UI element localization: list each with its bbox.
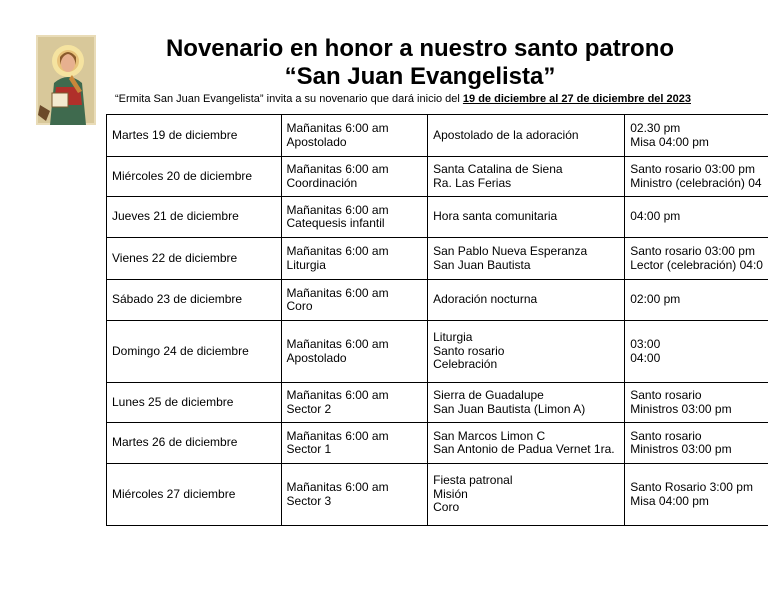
cell-line: Mañanitas 6:00 am — [286, 244, 389, 258]
day-cell — [107, 280, 282, 321]
cell-line: Fiesta patronal — [433, 473, 513, 488]
cell-line: Ra. Las Ferias — [433, 175, 512, 190]
cell-line: Lector (celebración) 04:0 — [630, 257, 763, 272]
day-cell — [107, 238, 282, 280]
novenario-schedule-table — [106, 114, 768, 526]
saint-john-evangelist-icon — [36, 35, 96, 125]
cell-line: Mañanitas 6:00 am — [286, 162, 389, 176]
cell-line: Misa 04:00 pm — [630, 493, 709, 508]
table-row — [107, 157, 768, 197]
activity-cell — [428, 280, 625, 321]
morning-cell — [281, 197, 428, 238]
activity-cell — [428, 197, 625, 238]
morning-cell — [281, 157, 428, 197]
evening-cell — [625, 157, 768, 197]
intro-dates: 19 de diciembre al 27 de diciembre del 2023 — [462, 93, 691, 105]
cell-line: Santo rosario — [630, 428, 702, 443]
cell-text: Sábado 23 de diciembre — [112, 292, 243, 307]
cell-line: Adoración nocturna — [433, 292, 538, 307]
cell-line: Sector 3 — [286, 493, 332, 508]
activity-cell — [428, 157, 625, 197]
cell-line: Ministros 03:00 pm — [630, 442, 732, 456]
cell-line: 04:00 — [630, 350, 661, 365]
morning-cell — [281, 321, 428, 383]
cell-line: Mañanitas 6:00 am — [286, 388, 389, 402]
day-cell — [107, 197, 282, 238]
evening-cell — [625, 197, 768, 238]
cell-line: 04:00 pm — [630, 209, 681, 224]
cell-line: Coordinación — [286, 175, 358, 190]
activity-cell — [428, 115, 625, 157]
cell-line: 02:00 pm — [630, 292, 681, 307]
cell-line: Ministros 03:00 pm — [630, 401, 732, 416]
table-row — [107, 423, 768, 464]
activity-cell — [428, 383, 625, 423]
cell-line: San Antonio de Padua Vernet 1ra. — [433, 442, 615, 456]
cell-line: Ministro (celebración) 04 — [630, 175, 762, 190]
cell-line: Sierra de Guadalupe — [433, 388, 544, 402]
day-cell — [107, 157, 282, 197]
cell-line: Mañanitas 6:00 am — [286, 285, 389, 300]
cell-line: San Marcos Limon C — [433, 428, 546, 443]
morning-cell — [281, 423, 428, 464]
evening-cell — [625, 383, 768, 423]
cell-line: Santo Rosario 3:00 pm — [630, 480, 753, 494]
cell-line: Catequesis infantil — [286, 216, 385, 230]
morning-cell — [281, 464, 428, 526]
cell-line: 02.30 pm — [630, 121, 681, 135]
intro-sentence: “Ermita San Juan Evangelista” invita a su novenario que dará inicio del — [115, 93, 463, 105]
activity-cell — [428, 321, 625, 383]
page-title: Novenario en honor a nuestro santo patrono — [165, 35, 675, 62]
cell-text: Jueves 21 de diciembre — [112, 209, 239, 224]
cell-line: Misión — [433, 486, 468, 501]
cell-line: Santa Catalina de Siena — [433, 162, 563, 176]
cell-text: Martes 19 de diciembre — [112, 127, 238, 142]
cell-line: Apostolado — [286, 134, 347, 149]
evening-cell — [625, 238, 768, 280]
cell-text: Vienes 22 de diciembre — [112, 250, 238, 265]
cell-line: Santo rosario — [630, 388, 702, 402]
cell-line: Liturgia — [286, 257, 326, 272]
cell-text: Lunes 25 de diciembre — [112, 394, 234, 409]
table-row — [107, 115, 768, 157]
cell-line: Santo rosario 03:00 pm — [630, 244, 755, 258]
cell-line: San Pablo Nueva Esperanza — [433, 244, 588, 258]
cell-line: Mañanitas 6:00 am — [286, 337, 389, 351]
activity-cell — [428, 423, 625, 464]
table-row — [107, 321, 768, 383]
cell-text: Domingo 24 de diciembre — [112, 343, 249, 358]
cell-line: Hora santa comunitaria — [433, 209, 558, 224]
cell-line: Apostolado — [286, 350, 347, 365]
day-cell — [107, 464, 282, 526]
evening-cell — [625, 115, 768, 157]
cell-line: Coro — [433, 500, 460, 515]
morning-cell — [281, 115, 428, 157]
cell-line: Coro — [286, 299, 313, 313]
cell-line: Santo rosario 03:00 pm — [630, 162, 755, 176]
cell-line: Mañanitas 6:00 am — [286, 480, 389, 494]
cell-line: Liturgia — [433, 330, 473, 345]
activity-cell — [428, 464, 625, 526]
evening-cell — [625, 464, 768, 526]
cell-line: Mañanitas 6:00 am — [286, 428, 389, 443]
day-cell — [107, 383, 282, 423]
cell-line: Apostolado de la adoración — [433, 127, 579, 142]
table-row — [107, 197, 768, 238]
day-cell — [107, 321, 282, 383]
intro-text — [115, 93, 691, 106]
cell-line: 03:00 — [630, 337, 661, 351]
evening-cell — [625, 321, 768, 383]
table-row — [107, 238, 768, 280]
cell-line: San Juan Bautista — [433, 257, 531, 272]
table-row — [107, 280, 768, 321]
evening-cell — [625, 280, 768, 321]
day-cell — [107, 423, 282, 464]
page-subtitle: “San Juan Evangelista” — [284, 63, 556, 90]
morning-cell — [281, 383, 428, 423]
morning-cell — [281, 280, 428, 321]
cell-line: Sector 1 — [286, 442, 332, 456]
table-row — [107, 464, 768, 526]
cell-text: Miércoles 20 de diciembre — [112, 168, 253, 183]
cell-line: Celebración — [433, 357, 498, 372]
cell-text: Martes 26 de diciembre — [112, 435, 238, 450]
activity-cell — [428, 238, 625, 280]
table-row — [107, 383, 768, 423]
day-cell — [107, 115, 282, 157]
cell-line: Mañanitas 6:00 am — [286, 202, 389, 217]
cell-line: Mañanitas 6:00 am — [286, 121, 389, 135]
cell-text: Miércoles 27 diciembre — [112, 486, 236, 501]
morning-cell — [281, 238, 428, 280]
cell-line: Misa 04:00 pm — [630, 134, 709, 149]
cell-line: Santo rosario — [433, 343, 505, 358]
cell-line: Sector 2 — [286, 401, 332, 416]
cell-line: San Juan Bautista (Limon A) — [433, 401, 586, 416]
evening-cell — [625, 423, 768, 464]
